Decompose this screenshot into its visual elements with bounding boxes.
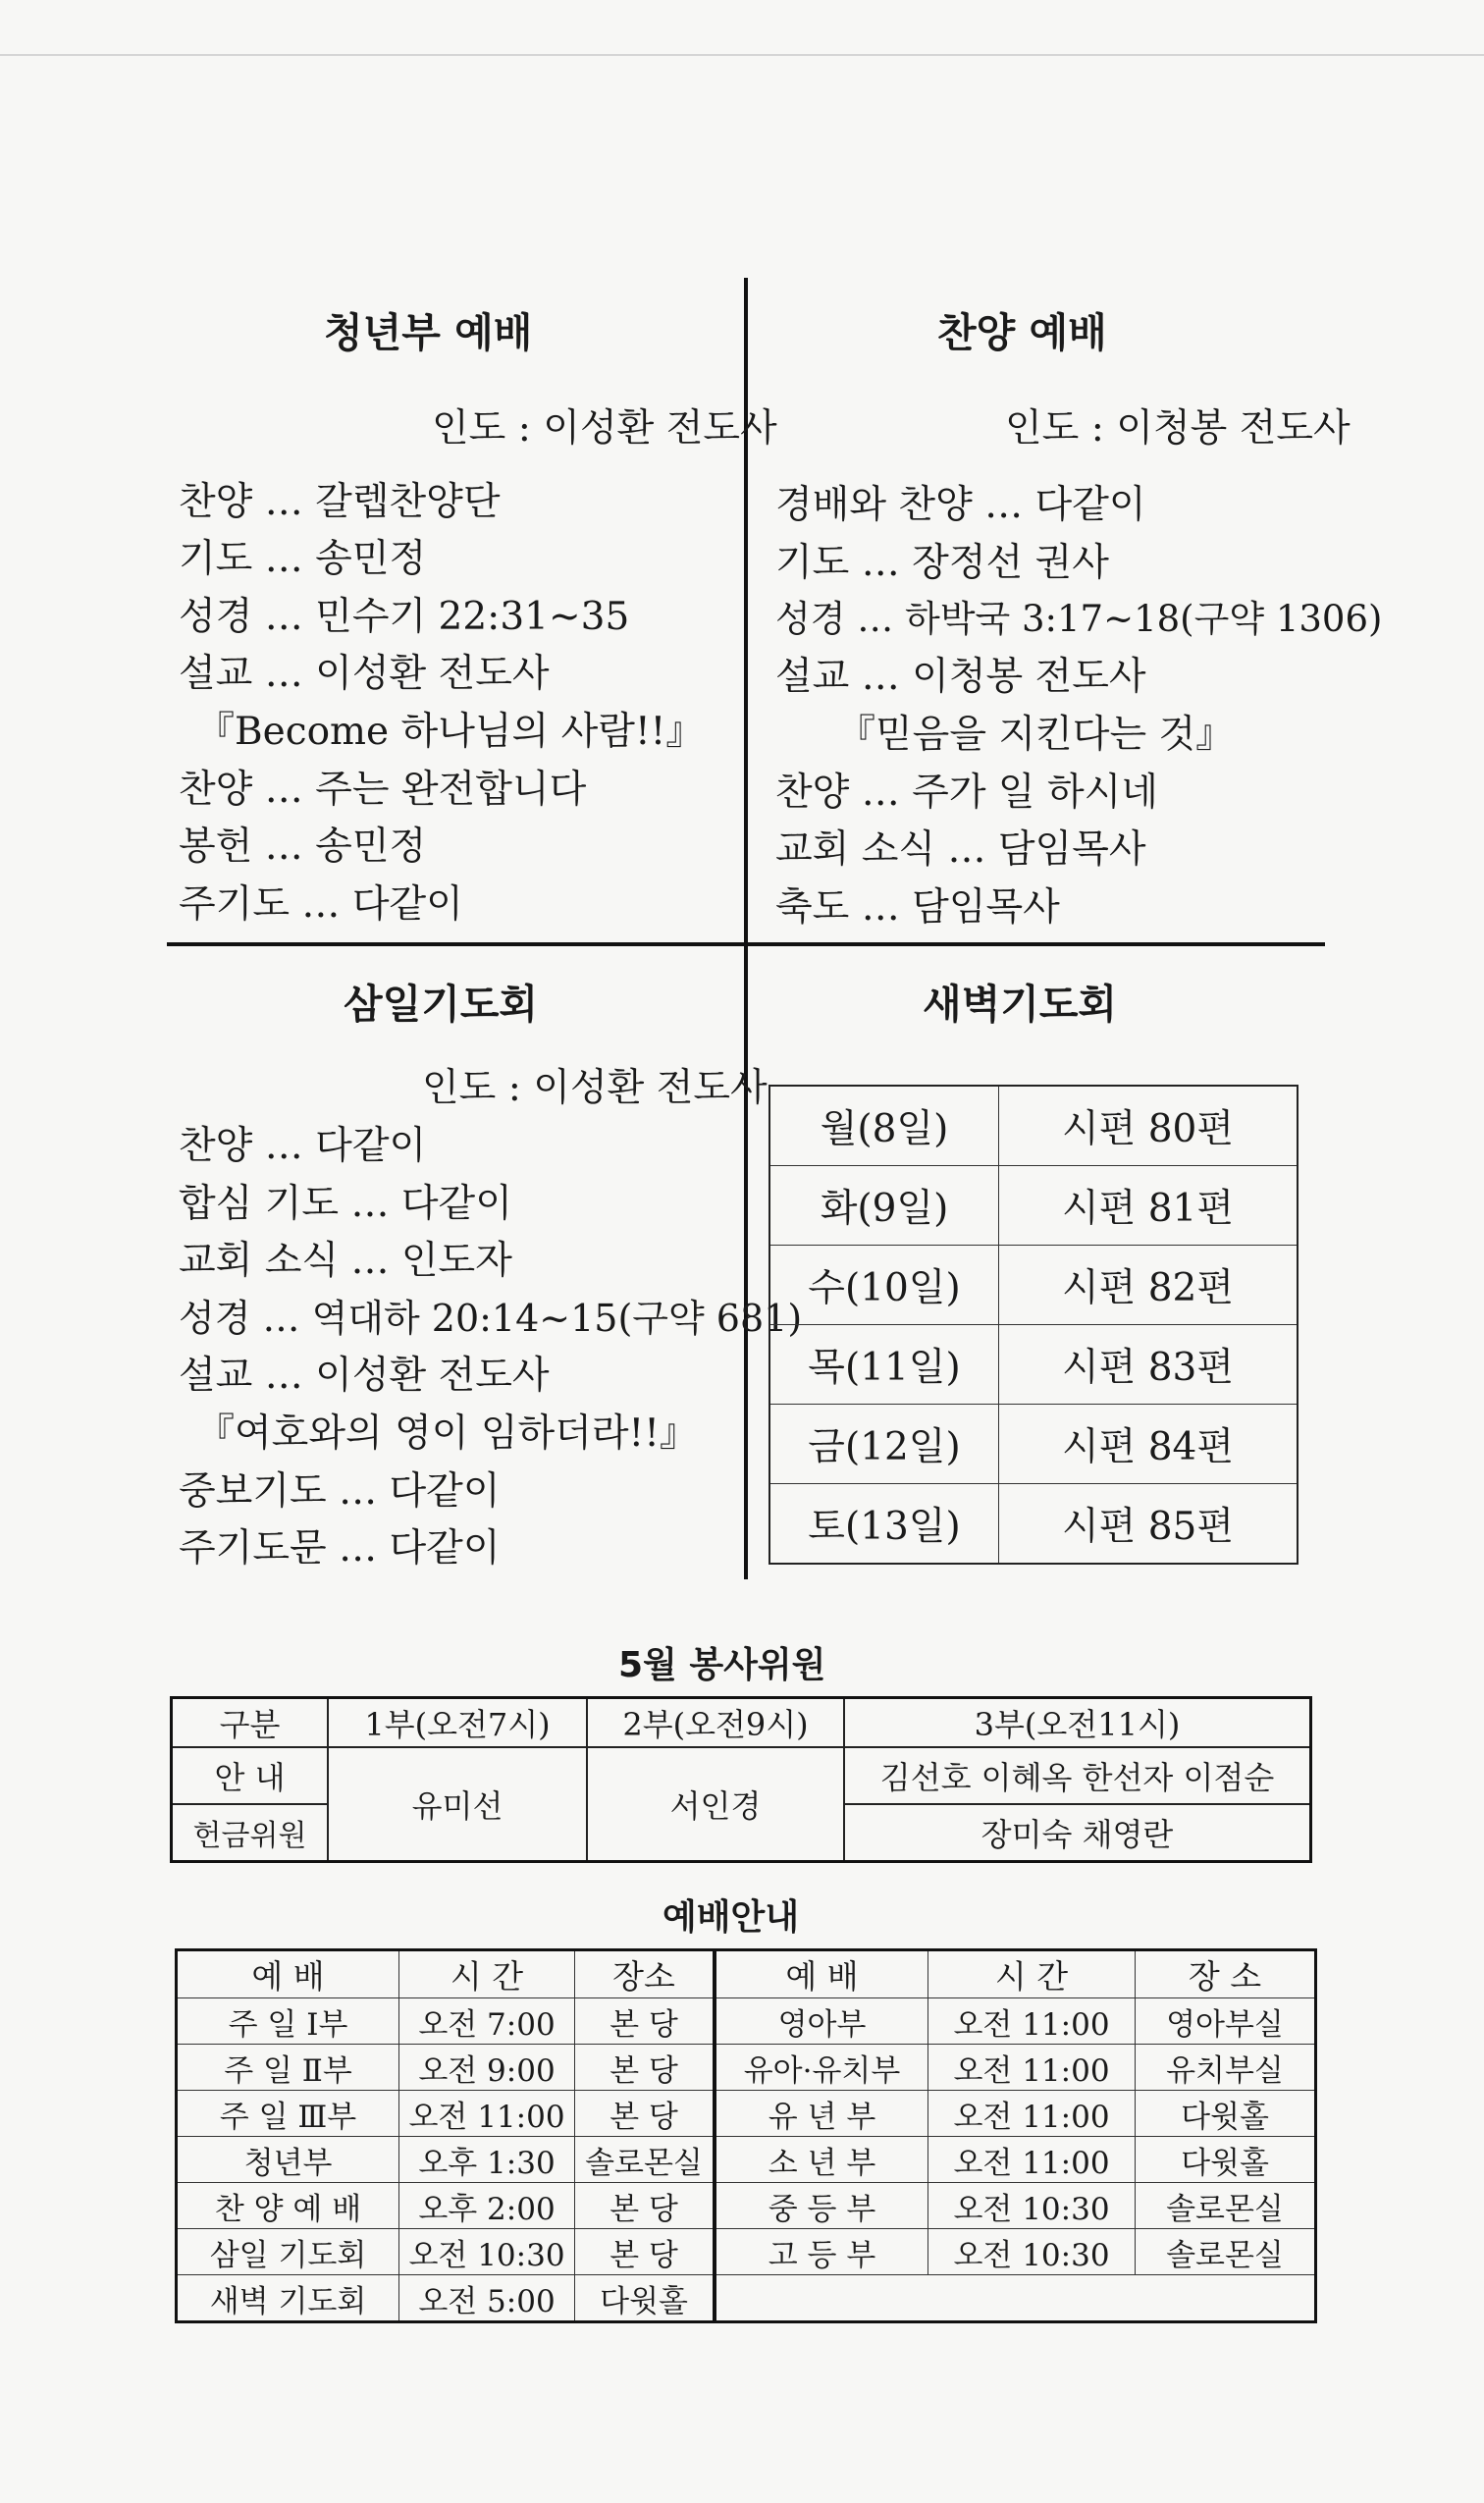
praise-line: 교회 소식 … 담임목사: [775, 827, 1146, 872]
header-cell: 시 간: [399, 1950, 575, 1998]
service-time: 오전 9:00: [399, 2045, 575, 2091]
youth-line: 『Become 하나님의 사람!!』: [196, 710, 705, 754]
row-label-offering: 헌금위원: [172, 1804, 329, 1861]
service-place: 솔로몬실: [1136, 2183, 1316, 2229]
service-name: 고 등 부: [715, 2229, 928, 2275]
table-row: [177, 1950, 1316, 1998]
header-cell: 예 배: [177, 1950, 399, 1998]
youth-service-title: 청년부 예배: [324, 309, 533, 356]
wednesday-prayer-leader: 인도 : 이성환 전도사: [422, 1066, 768, 1110]
service-time: 오전 7:00: [399, 1998, 575, 2045]
service-name: 유 년 부: [715, 2091, 928, 2137]
service-time: 오전 11:00: [928, 2045, 1136, 2091]
psalm-cell: 시편 83편: [999, 1325, 1298, 1405]
praise-service-title: 찬양 예배: [937, 309, 1107, 356]
day-cell: 수(10일): [769, 1246, 999, 1325]
table-row: [769, 1405, 1298, 1484]
horizontal-divider: [167, 942, 1325, 946]
service-name: 삼일 기도회: [177, 2229, 399, 2275]
table-row: [177, 2045, 1316, 2091]
service-time: 오후 2:00: [399, 2183, 575, 2229]
wednesday-line: 교회 소식 … 인도자: [179, 1239, 512, 1283]
service-name: 주 일 Ⅱ부: [177, 2045, 399, 2091]
vertical-divider: [744, 278, 748, 1579]
psalm-cell: 시편 81편: [999, 1166, 1298, 1246]
service-place: 다윗홀: [1136, 2091, 1316, 2137]
part2-volunteer: 서인경: [587, 1747, 844, 1861]
table-row: [177, 2229, 1316, 2275]
service-time: 오전 5:00: [399, 2275, 575, 2322]
header-cell: 장 소: [1136, 1950, 1316, 1998]
service-name: 청년부: [177, 2137, 399, 2183]
praise-line: 기도 … 장정선 권사: [775, 541, 1109, 585]
header-cell: 구분: [172, 1698, 329, 1748]
service-place: 유치부실: [1136, 2045, 1316, 2091]
service-place: 본 당: [575, 2183, 716, 2229]
service-time: 오전 11:00: [928, 2091, 1136, 2137]
dawn-prayer-title: 새벽기도회: [923, 981, 1118, 1028]
youth-line: 찬양 … 주는 완전합니다: [179, 768, 587, 812]
youth-line: 기도 … 송민정: [179, 537, 427, 581]
youth-line: 성경 … 민수기 22:31~35: [179, 595, 630, 639]
youth-line: 봉헌 … 송민정: [179, 825, 427, 869]
header-cell: 3부(오전11시): [844, 1698, 1311, 1748]
praise-line: 성경 … 하박국 3:17~18(구약 1306): [775, 598, 1383, 640]
volunteers-table: [170, 1696, 1312, 1863]
service-name: 영아부: [715, 1998, 928, 2045]
youth-line: 주기도 … 다같이: [179, 882, 463, 927]
service-name: 유아·유치부: [715, 2045, 928, 2091]
youth-line: 찬양 … 갈렙찬양단: [179, 480, 501, 524]
psalm-cell: 시편 85편: [999, 1484, 1298, 1565]
service-name: 새벽 기도회: [177, 2275, 399, 2322]
wednesday-line: 『여호와의 영이 임하더라!!』: [196, 1411, 698, 1456]
table-row: [177, 2275, 1316, 2322]
service-time: 오후 1:30: [399, 2137, 575, 2183]
service-time: 오전 11:00: [928, 2137, 1136, 2183]
table-row: [172, 1698, 1311, 1748]
service-name: 주 일 Ⅲ부: [177, 2091, 399, 2137]
table-row: [177, 1998, 1316, 2045]
table-row: [769, 1166, 1298, 1246]
table-row: [177, 2091, 1316, 2137]
wednesday-line: 주기도문 … 다같이: [179, 1526, 501, 1571]
table-row: [177, 2183, 1316, 2229]
youth-service-leader: 인도 : 이성환 전도사: [432, 406, 777, 451]
praise-line: 찬양 … 주가 일 하시네: [775, 771, 1158, 815]
services-title: 예배안내: [662, 1897, 800, 1938]
header-cell: 예 배: [715, 1950, 928, 1998]
wednesday-line: 중보기도 … 다같이: [179, 1469, 501, 1514]
day-cell: 화(9일): [769, 1166, 999, 1246]
table-row: [769, 1484, 1298, 1565]
praise-line: 경배와 찬양 … 다같이: [775, 483, 1146, 527]
header-cell: 2부(오전9시): [587, 1698, 844, 1748]
table-row: [769, 1325, 1298, 1405]
wednesday-line: 설교 … 이성환 전도사: [179, 1354, 550, 1398]
praise-service-leader: 인도 : 이청봉 전도사: [1005, 406, 1351, 451]
praise-line: 『믿음을 지킨다는 것』: [837, 713, 1235, 757]
services-table: [175, 1948, 1317, 2323]
dawn-prayer-table: [768, 1085, 1298, 1565]
service-name: 소 년 부: [715, 2137, 928, 2183]
service-place: 본 당: [575, 1998, 716, 2045]
service-place: 다윗홀: [575, 2275, 716, 2322]
header-cell: 1부(오전7시): [328, 1698, 587, 1748]
service-time: 오전 10:30: [928, 2229, 1136, 2275]
psalm-cell: 시편 84편: [999, 1405, 1298, 1484]
service-name: 중 등 부: [715, 2183, 928, 2229]
praise-line: 축도 … 담임목사: [775, 885, 1060, 930]
table-row: [177, 2137, 1316, 2183]
empty-cell: [928, 2275, 1136, 2322]
page-top-edge: [0, 54, 1484, 56]
day-cell: 목(11일): [769, 1325, 999, 1405]
service-place: 영아부실: [1136, 1998, 1316, 2045]
service-time: 오전 11:00: [399, 2091, 575, 2137]
service-place: 솔로몬실: [575, 2137, 716, 2183]
part3-offering: 장미숙 채영란: [844, 1804, 1311, 1861]
day-cell: 토(13일): [769, 1484, 999, 1565]
service-place: 본 당: [575, 2091, 716, 2137]
service-name: 주 일 Ⅰ부: [177, 1998, 399, 2045]
row-label-guide: 안 내: [172, 1747, 329, 1804]
psalm-cell: 시편 80편: [999, 1086, 1298, 1166]
service-time: 오전 10:30: [928, 2183, 1136, 2229]
service-place: 솔로몬실: [1136, 2229, 1316, 2275]
table-row: [769, 1246, 1298, 1325]
youth-line: 설교 … 이성환 전도사: [179, 652, 550, 696]
part3-guide: 김선호 이혜옥 한선자 이점순: [844, 1747, 1311, 1804]
praise-line: 설교 … 이청봉 전도사: [775, 655, 1146, 699]
wednesday-line: 찬양 … 다같이: [179, 1124, 427, 1168]
volunteers-title: 5월 봉사위원: [618, 1645, 826, 1685]
day-cell: 월(8일): [769, 1086, 999, 1166]
service-time: 오전 10:30: [399, 2229, 575, 2275]
header-cell: 시 간: [928, 1950, 1136, 1998]
empty-cell: [1136, 2275, 1316, 2322]
day-cell: 금(12일): [769, 1405, 999, 1484]
psalm-cell: 시편 82편: [999, 1246, 1298, 1325]
wednesday-prayer-title: 삼일기도회: [344, 981, 539, 1028]
header-cell: 장소: [575, 1950, 716, 1998]
part1-volunteer: 유미선: [328, 1747, 587, 1861]
table-row: [769, 1086, 1298, 1166]
service-name: 찬 양 예 배: [177, 2183, 399, 2229]
service-place: 다윗홀: [1136, 2137, 1316, 2183]
service-time: 오전 11:00: [928, 1998, 1136, 2045]
wednesday-line: 성경 … 역대하 20:14~15(구약 681): [179, 1297, 803, 1340]
table-row: [172, 1747, 1311, 1804]
wednesday-line: 합심 기도 … 다같이: [179, 1182, 512, 1226]
empty-cell: [715, 2275, 928, 2322]
service-place: 본 당: [575, 2229, 716, 2275]
service-place: 본 당: [575, 2045, 716, 2091]
